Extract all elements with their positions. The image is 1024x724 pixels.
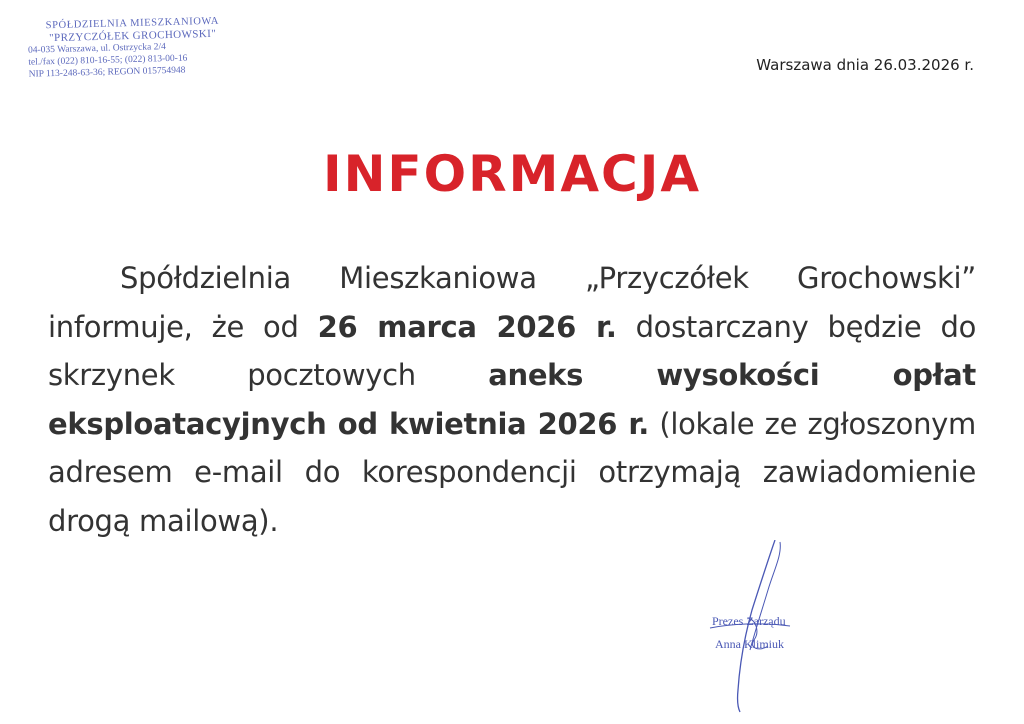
signature-block bbox=[690, 540, 850, 715]
stamp-line-2: "PRZYCZÓŁEK GROCHOWSKI" bbox=[49, 27, 217, 45]
company-stamp bbox=[27, 15, 238, 80]
stamp-line-5: NIP 113-248-63-36; REGON 015754948 bbox=[28, 65, 186, 80]
body-bold-date: 26 marca 2026 r. bbox=[317, 309, 617, 344]
stamp-line-3: 04-035 Warszawa, ul. Ostrzycka 2/4 bbox=[27, 42, 166, 56]
document-date: Warszawa dnia 26.03.2026 r. bbox=[756, 56, 974, 74]
body-text-1: Spółdzielnia Mieszkaniowa „Przyczółek Grochowski” informuje, że od bbox=[48, 261, 976, 344]
body-bold-annex: aneks wysokości opłat eksploatacyjnych od kwietnia 2026 r. bbox=[48, 358, 976, 441]
body-text-3: (lokale ze zgłoszonym adresem e-mail do korespondencji otrzymają zawiadomienie drogą mailową). bbox=[48, 406, 976, 538]
body-text-2: dostarczany będzie do skrzynek pocztowych bbox=[48, 309, 977, 392]
signature-name: Anna Klimiuk bbox=[715, 637, 784, 651]
signature-role: Prezes Zarządu bbox=[712, 614, 786, 628]
document-body bbox=[48, 254, 976, 545]
stamp-line-4: tel./fax (022) 810-16-55; (022) 813-00-16 bbox=[28, 53, 188, 68]
stamp-line-1: SPÓŁDZIELNIA MIESZKANIOWA bbox=[45, 15, 220, 32]
document-title: INFORMACJA bbox=[322, 145, 702, 203]
